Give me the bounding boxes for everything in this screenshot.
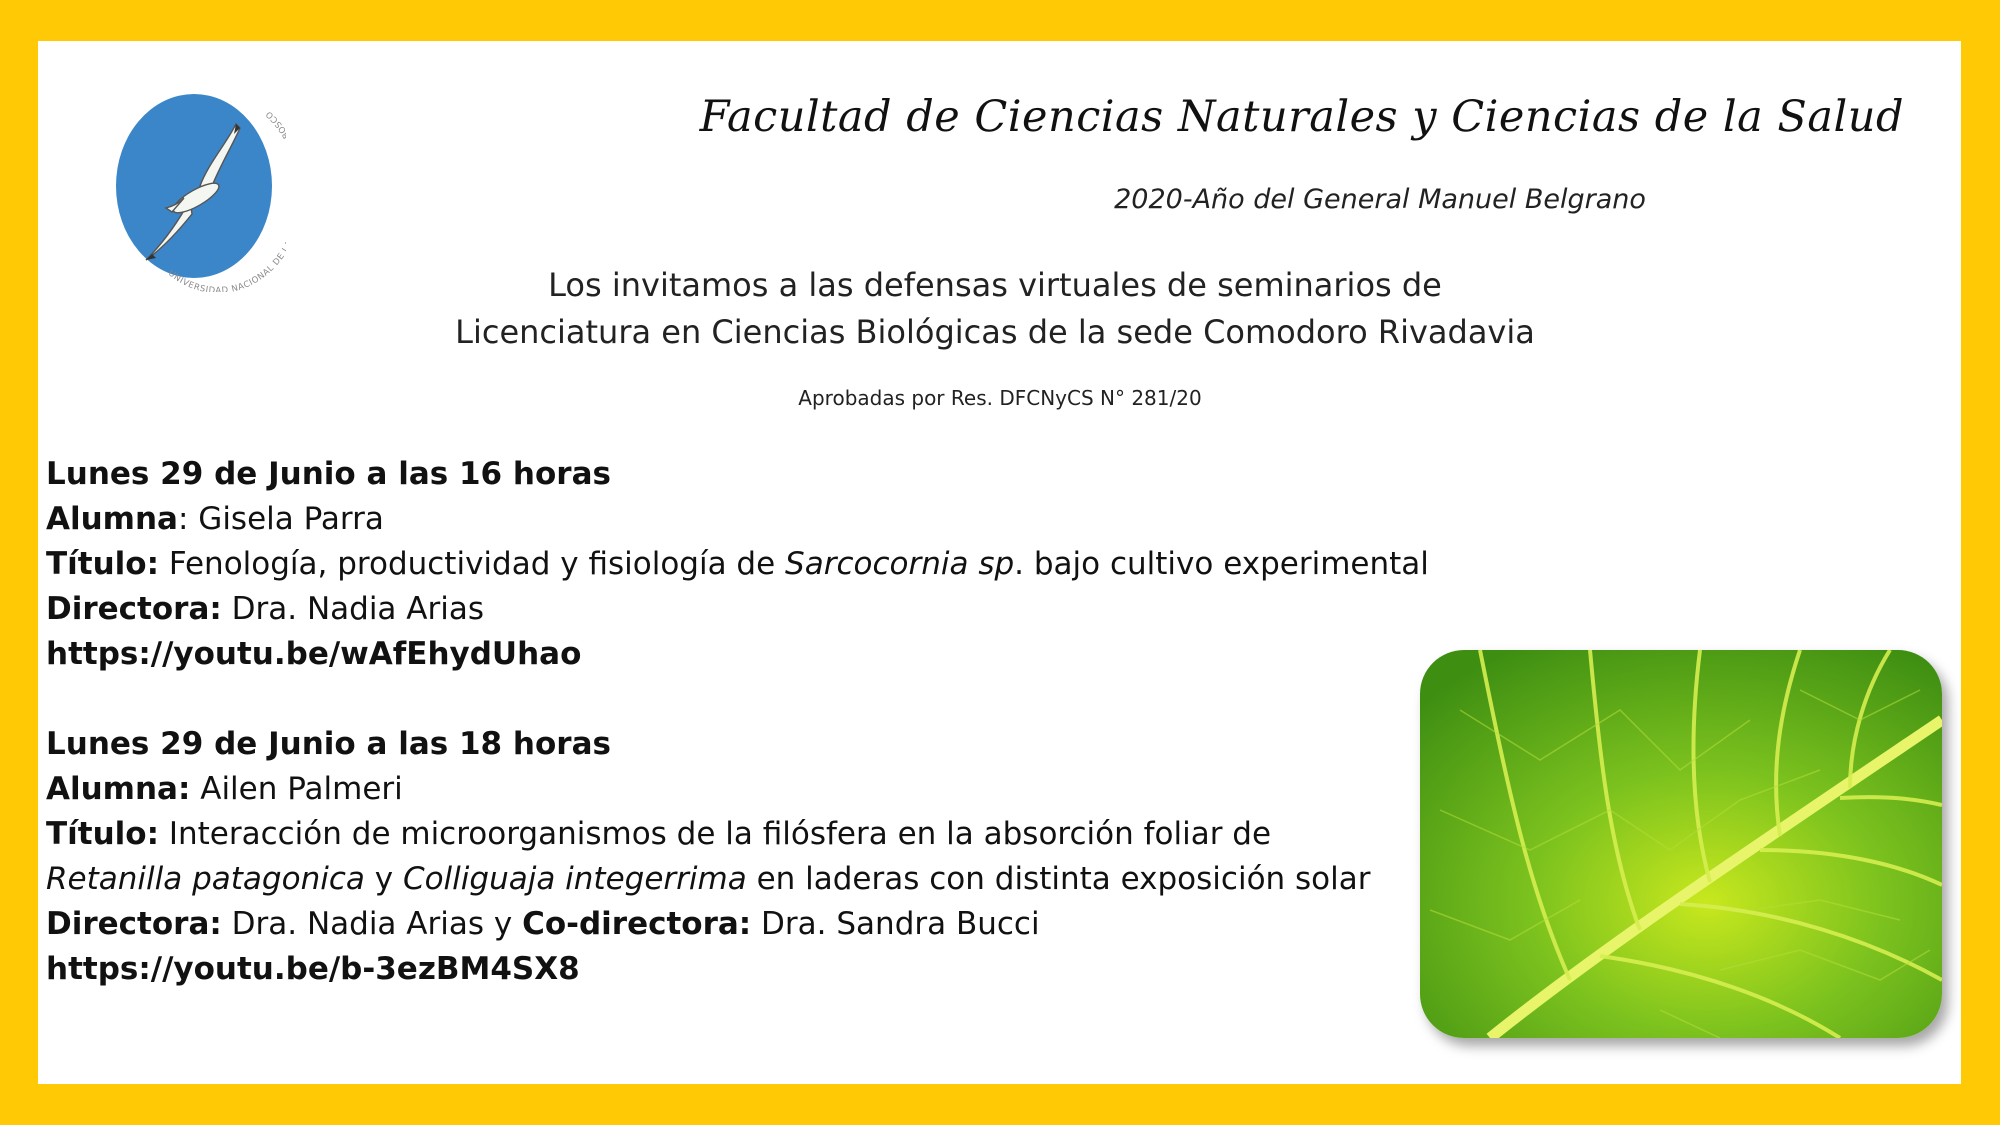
student-name: Ailen Palmeri [200,771,403,807]
species-name: Retanilla patagonica [46,861,365,897]
student-label: Alumna: [46,771,191,807]
session-link[interactable]: https://youtu.be/wAfEhydUhao [46,636,582,672]
session-datetime: Lunes 29 de Junio a las 18 horas [46,726,611,762]
session-link[interactable]: https://youtu.be/b-3ezBM4SX8 [46,951,580,987]
species-name: Colliguaja integerrima [402,861,747,897]
species-name: Sarcocornia sp [785,546,1015,582]
student-separator [190,771,200,807]
faculty-title: Facultad de Ciencias Naturales y Ciencias de la Salud [699,92,1904,142]
session-student [46,767,1426,812]
session-director [46,902,1426,947]
university-logo-icon [108,82,286,292]
title-text: . bajo cultivo experimental [1014,546,1429,582]
codirector-name: Dra. Sandra Bucci [751,906,1040,942]
student-label: Alumna [46,501,178,537]
session-datetime: Lunes 29 de Junio a las 16 horas [46,456,611,492]
title-label: Título: [46,546,159,582]
student-name: Gisela Parra [198,501,384,537]
title-text: y [364,861,403,897]
invitation-line-2: Licenciatura en Ciencias Biológicas de la sede Comodoro Rivadavia [455,313,1535,351]
year-motto: 2020-Año del General Manuel Belgrano [1114,184,1646,215]
director-label: Directora: [46,906,222,942]
session-2 [46,722,1426,992]
title-text: Fenología, productividad y fisiología de [158,546,786,582]
session-title [46,542,1429,587]
invitation-line-1: Los invitamos a las defensas virtuales de seminarios de [548,266,1442,304]
session-1 [46,452,1429,677]
session-director [46,587,1426,632]
leaf-image [1420,650,1942,1038]
director-name: Dra. Nadia Arias y [221,906,523,942]
director-name: Dra. Nadia Arias [221,591,484,627]
leaf-icon [1420,650,1942,1038]
student-separator: : [177,501,199,537]
director-label: Directora: [46,591,222,627]
title-text: en laderas con distinta exposición solar [746,861,1371,897]
svg-text:UNIVERSIDAD NACIONAL DE LA PAT: UNIVERSIDAD NACIONAL D SCO [166,108,285,292]
invitation-text [420,262,1570,356]
session-student [46,497,1426,542]
sessions-list [46,452,1429,1037]
title-text: Interacción de microorganismos de la filósfera en la absorción foliar de [158,816,1272,852]
approval-resolution: Aprobadas por Res. DFCNyCS N° 281/20 [798,386,1202,410]
session-title [46,812,1406,902]
codirector-label: Co-directora: [522,906,752,942]
title-label: Título: [46,816,159,852]
